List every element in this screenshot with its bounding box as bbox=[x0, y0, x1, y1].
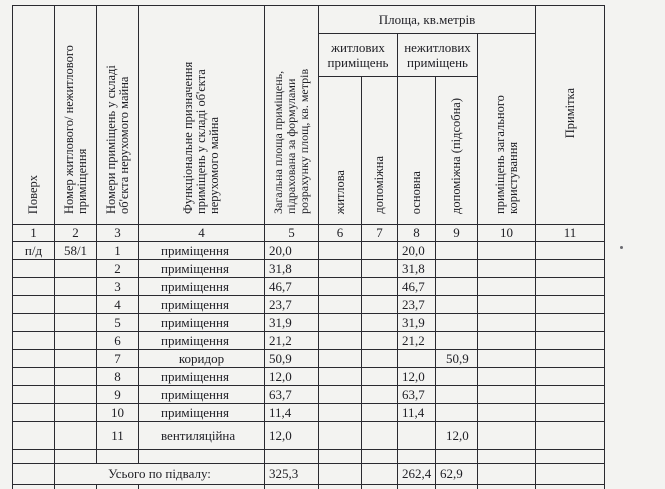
aux-area-cell bbox=[436, 332, 478, 350]
total-area-cell: 63,7 bbox=[265, 386, 319, 404]
col-number: 6 bbox=[319, 225, 362, 242]
room-number-cell: 3 bbox=[97, 278, 139, 296]
purpose-cell: приміщення bbox=[139, 260, 265, 278]
aux-area-cell: 50,9 bbox=[436, 350, 478, 368]
main-area-cell: 31,8 bbox=[398, 260, 436, 278]
table-row bbox=[13, 296, 605, 314]
main-area-cell bbox=[398, 422, 436, 450]
total-area-cell: 11,4 bbox=[265, 404, 319, 422]
total-area-cell: 46,7 bbox=[265, 278, 319, 296]
floor-cell: п/д bbox=[13, 242, 55, 260]
col-number: 7 bbox=[362, 225, 398, 242]
col-number: 5 bbox=[265, 225, 319, 242]
aux-area-cell bbox=[436, 314, 478, 332]
room-number-cell: 4 bbox=[97, 296, 139, 314]
aux-area-cell bbox=[436, 404, 478, 422]
total-area-cell: 31,8 bbox=[265, 260, 319, 278]
table-row bbox=[13, 242, 605, 260]
purpose-cell: приміщення bbox=[139, 314, 265, 332]
table-row bbox=[13, 368, 605, 386]
table-row bbox=[13, 332, 605, 350]
aux-area-cell bbox=[436, 296, 478, 314]
aux-area-cell bbox=[436, 242, 478, 260]
room-number-cell: 1 bbox=[97, 242, 139, 260]
aux-area-cell: 12,0 bbox=[436, 422, 478, 450]
purpose-cell: приміщення bbox=[139, 332, 265, 350]
main-area-cell: 23,7 bbox=[398, 296, 436, 314]
total-area-cell: 23,7 bbox=[265, 296, 319, 314]
total-label: Усього по підвалу: bbox=[55, 464, 265, 485]
room-number-cell: 2 bbox=[97, 260, 139, 278]
purpose-cell: приміщення bbox=[139, 278, 265, 296]
total-area-cell: 12,0 bbox=[265, 368, 319, 386]
main-area-cell: 11,4 bbox=[398, 404, 436, 422]
room-number-cell: 11 bbox=[97, 422, 139, 450]
col-living-header: житлова bbox=[319, 77, 362, 225]
total-area-cell: 12,0 bbox=[265, 422, 319, 450]
main-area-cell: 46,7 bbox=[398, 278, 436, 296]
room-number-cell: 9 bbox=[97, 386, 139, 404]
purpose-cell: приміщення bbox=[139, 386, 265, 404]
column-number-row bbox=[13, 225, 605, 242]
purpose-cell: приміщення bbox=[139, 368, 265, 386]
table-row bbox=[13, 386, 605, 404]
col-number: 10 bbox=[478, 225, 536, 242]
col-floor-header: Поверх bbox=[13, 6, 55, 225]
table-row bbox=[13, 314, 605, 332]
col-nonresidential-aux-header: допоміжна (підсобна) bbox=[436, 77, 478, 225]
aux-area-cell bbox=[436, 278, 478, 296]
aux-area-cell bbox=[436, 260, 478, 278]
col-room-numbers-header: Номери приміщень у складі об'єкта нерухомого майна bbox=[97, 6, 139, 225]
purpose-cell: коридор bbox=[139, 350, 265, 368]
total-area-cell: 20,0 bbox=[265, 242, 319, 260]
purpose-cell: приміщення bbox=[139, 242, 265, 260]
main-area-sum: 262,4 bbox=[398, 464, 436, 485]
total-area-sum: 325,3 bbox=[265, 464, 319, 485]
premises-table bbox=[12, 5, 605, 489]
col-total-area-header: Загальна площа приміщень, підрахована за формулами розрахунку площ, кв. метрів bbox=[265, 6, 319, 225]
total-row bbox=[13, 464, 605, 485]
table-row-empty bbox=[13, 450, 605, 464]
room-number-cell: 7 bbox=[97, 350, 139, 368]
paper-speck bbox=[620, 246, 623, 249]
col-number: 9 bbox=[436, 225, 478, 242]
col-number: 4 bbox=[139, 225, 265, 242]
col-number: 8 bbox=[398, 225, 436, 242]
aux-area-cell bbox=[436, 368, 478, 386]
main-area-cell: 20,0 bbox=[398, 242, 436, 260]
room-number-cell: 10 bbox=[97, 404, 139, 422]
col-main-header: основна bbox=[398, 77, 436, 225]
room-number-cell: 5 bbox=[97, 314, 139, 332]
col-note-header: Примітка bbox=[536, 6, 605, 225]
table-row bbox=[13, 260, 605, 278]
main-area-cell bbox=[398, 350, 436, 368]
table-row bbox=[13, 350, 605, 368]
nonresidential-group-header: нежитлових приміщень bbox=[398, 34, 478, 77]
residential-group-header: житлових приміщень bbox=[319, 34, 398, 77]
room-number-cell: 8 bbox=[97, 368, 139, 386]
total-area-cell: 31,9 bbox=[265, 314, 319, 332]
room-number-cell: 6 bbox=[97, 332, 139, 350]
header-row-top bbox=[13, 6, 605, 34]
col-number: 1 bbox=[13, 225, 55, 242]
col-premises-number-header: Номер житлового/ нежитлового приміщення bbox=[55, 6, 97, 225]
total-area-cell: 21,2 bbox=[265, 332, 319, 350]
col-residential-aux-header: допоміжна bbox=[362, 77, 398, 225]
aux-area-sum: 62,9 bbox=[436, 464, 478, 485]
table-row-cut bbox=[13, 485, 605, 489]
purpose-cell: приміщення bbox=[139, 296, 265, 314]
purpose-cell: вентиляційна bbox=[139, 422, 265, 450]
area-group-header: Площа, кв.метрів bbox=[319, 6, 536, 34]
table-row bbox=[13, 278, 605, 296]
table-row bbox=[13, 422, 605, 450]
col-purpose-header: Функціональне призначення приміщень у складі об'єкта нерухомого майна bbox=[139, 6, 265, 225]
purpose-cell: приміщення bbox=[139, 404, 265, 422]
table-row bbox=[13, 404, 605, 422]
col-number: 2 bbox=[55, 225, 97, 242]
main-area-cell: 63,7 bbox=[398, 386, 436, 404]
main-area-cell: 31,9 bbox=[398, 314, 436, 332]
premises-number-cell: 58/1 bbox=[55, 242, 97, 260]
total-area-cell: 50,9 bbox=[265, 350, 319, 368]
col-number: 3 bbox=[97, 225, 139, 242]
main-area-cell: 21,2 bbox=[398, 332, 436, 350]
aux-area-cell bbox=[436, 386, 478, 404]
col-number: 11 bbox=[536, 225, 605, 242]
main-area-cell: 12,0 bbox=[398, 368, 436, 386]
col-common-use-header: приміщень загального користування bbox=[478, 34, 536, 225]
